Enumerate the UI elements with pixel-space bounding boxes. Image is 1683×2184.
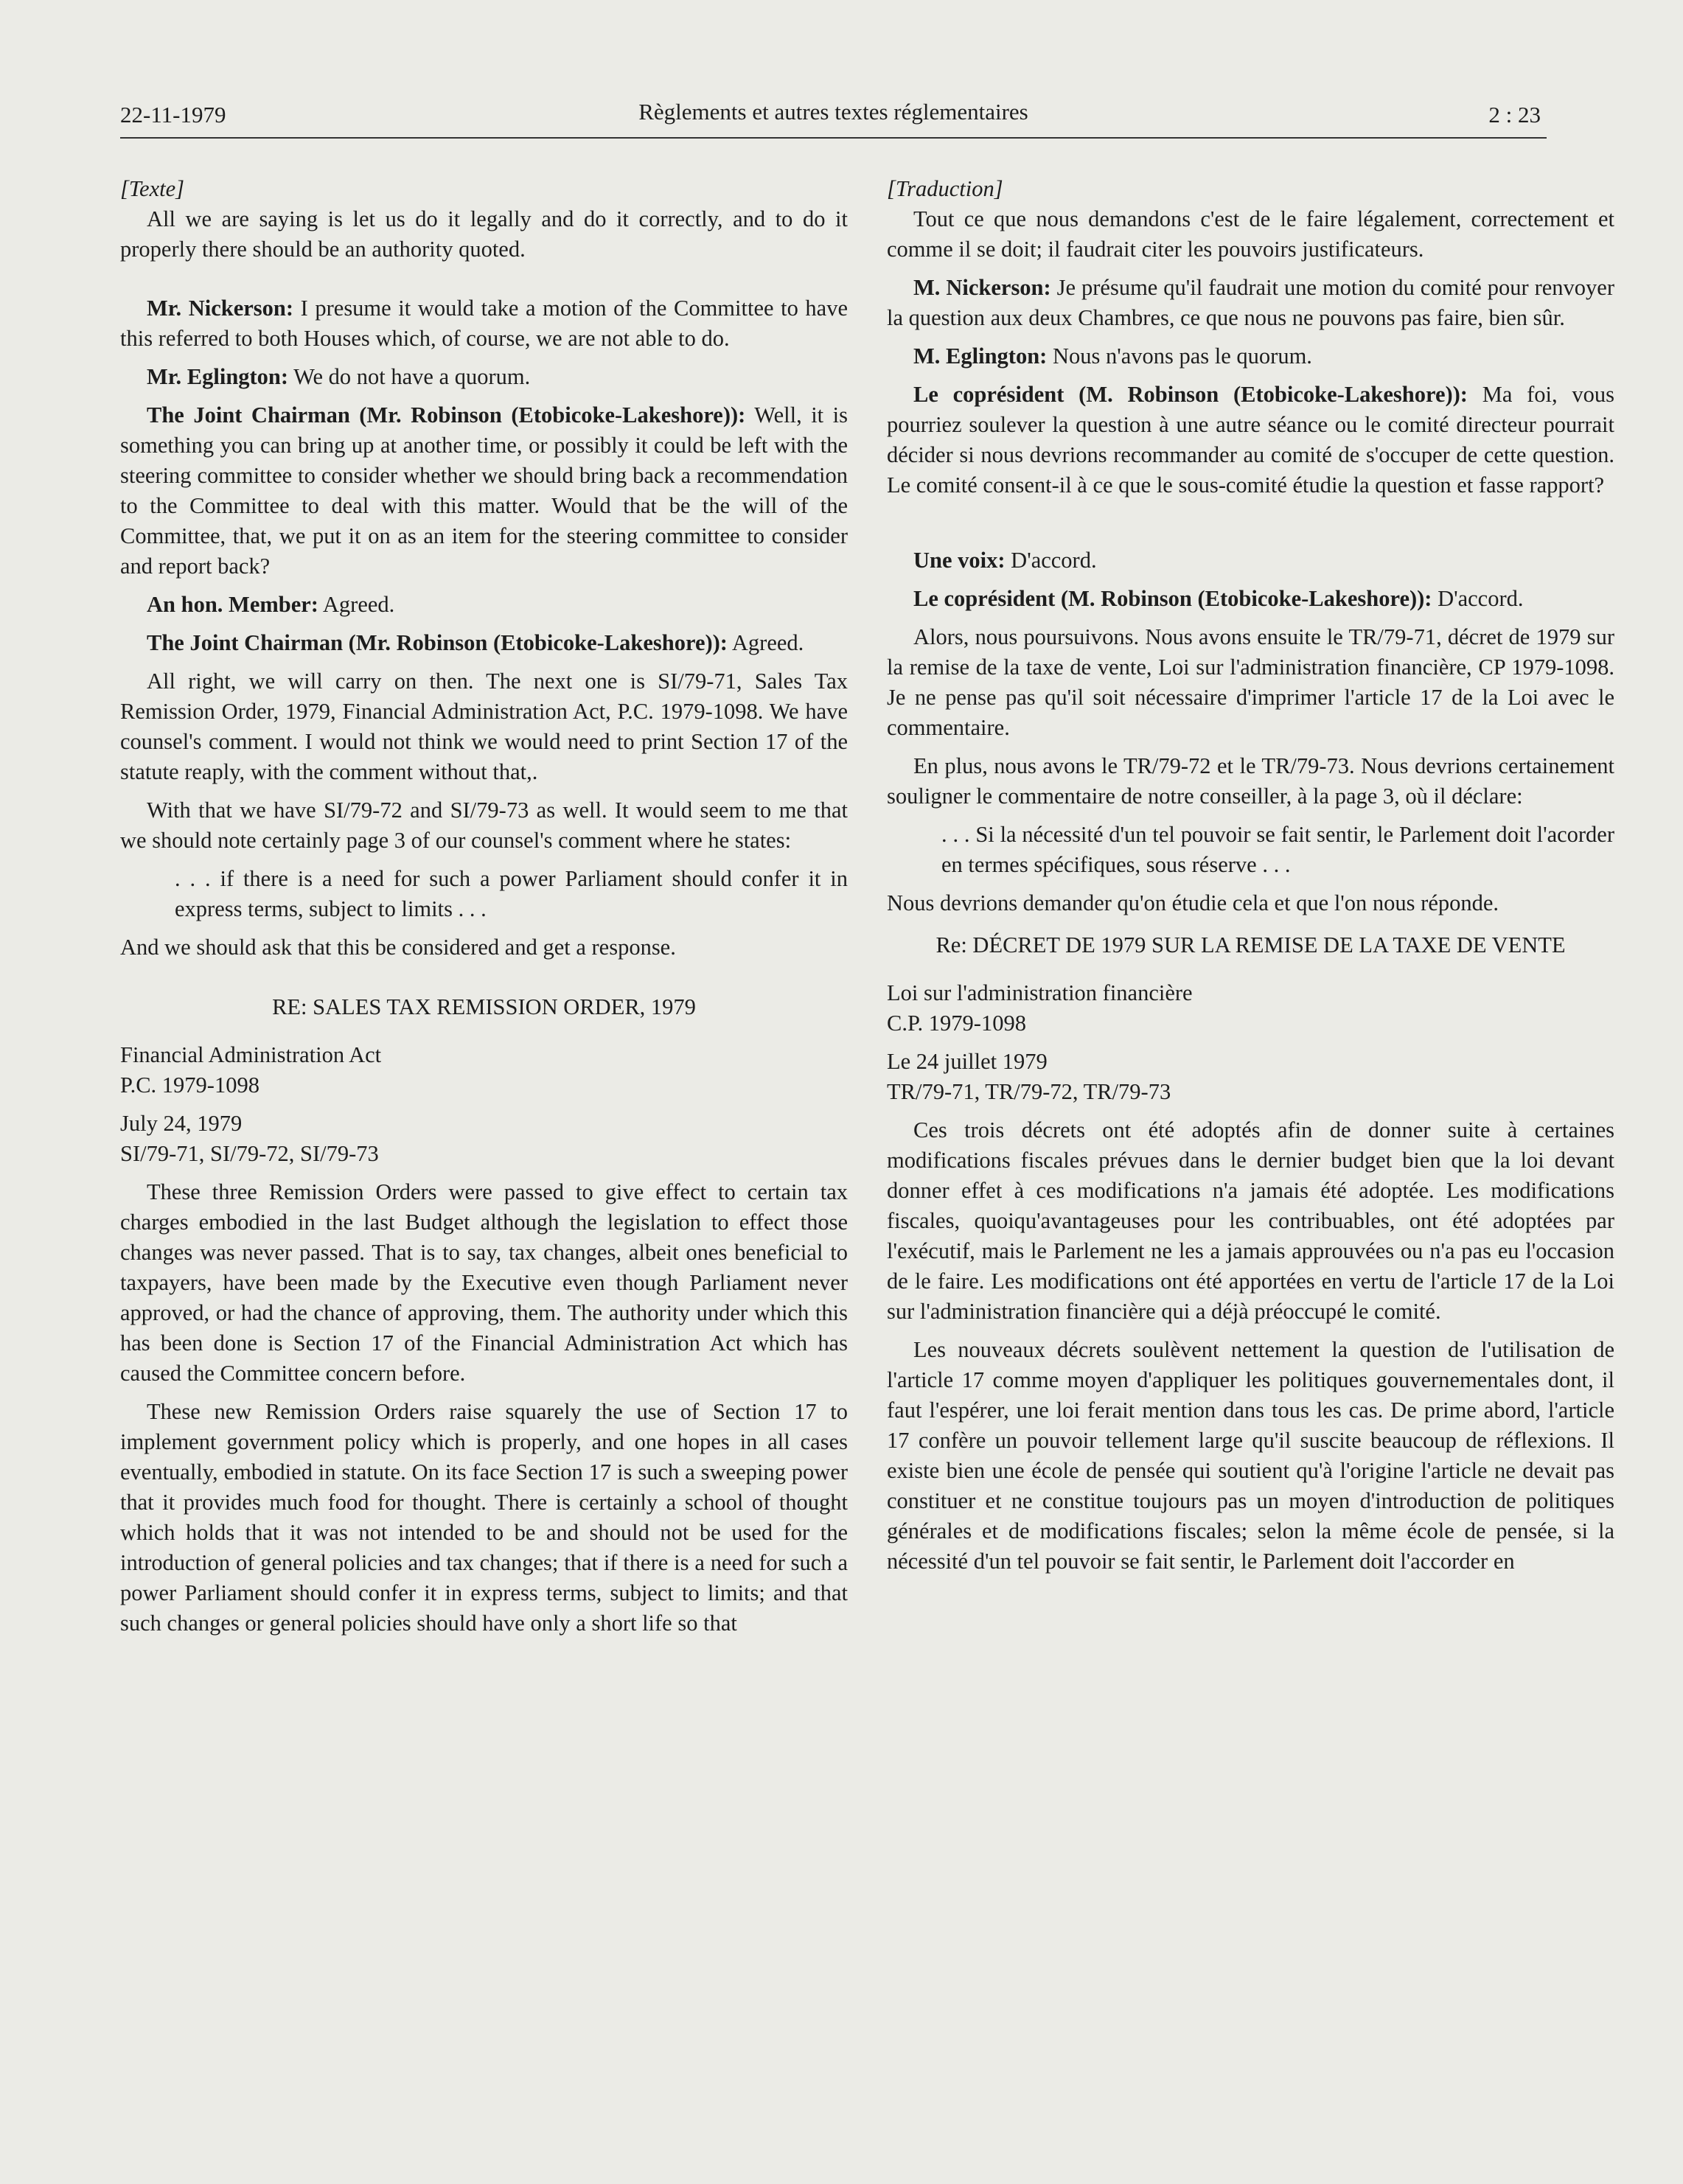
header-title: Règlements et autres textes réglementaires (638, 99, 1028, 125)
section-heading: RE: SALES TAX REMISSION ORDER, 1979 (272, 994, 696, 1019)
speech-nickerson (120, 293, 848, 354)
header-page-number: 2 : 23 (1488, 102, 1541, 128)
speech-text: D'accord. (1005, 548, 1097, 573)
paragraph: En plus, nous avons le TR/79-72 et le TR/79-73. Nous devrions certainement souligner le commentaire de notre conseiller, à la page 3, où il déclare: (887, 753, 1614, 809)
speaker-name: The Joint Chairman (Mr. Robinson (Etobicoke-Lakeshore)): (147, 402, 746, 428)
speech-text: Agreed. (727, 630, 804, 655)
speaker-name: Le coprésident (M. Robinson (Etobicoke-Lakeshore)): (913, 586, 1432, 611)
speech-chairman (887, 380, 1614, 500)
speaker-name: The Joint Chairman (Mr. Robinson (Etobicoke-Lakeshore)): (147, 630, 728, 655)
text-tag-label: Texte (128, 176, 176, 201)
speech-text: Agreed. (318, 592, 395, 617)
speech-chairman (120, 628, 848, 658)
speech-text: Well, it is something you can bring up at another time, or possibly it could be left with the steering committee to consider whether we should bring back a recommendation to the Committee to deal with this matter. Would that be the will of the Committee, that, we put it on as an item for the steering committee to consider and report back? (120, 402, 848, 579)
meta-refs: TR/79-71, TR/79-72, TR/79-73 (887, 1079, 1171, 1104)
paragraph: All we are saying is let us do it legally and do it correctly, and to do it properly there should be an authority quoted. (120, 206, 848, 262)
paragraph: Tout ce que nous demandons c'est de le faire légalement, correctement et comme il se doit; il faudrait citer les pouvoirs justificateurs. (887, 206, 1614, 262)
block-quote: . . . Si la nécessité d'un tel pouvoir se fait sentir, le Parlement doit l'acorder en termes spécifiques, sous réserve . . . (941, 822, 1614, 877)
speech-text: Nous n'avons pas le quorum. (1047, 343, 1312, 369)
speech-text: Je présume qu'il faudrait une motion du comité pour renvoyer la question aux deux Chambres, ce que nous ne pouvons pas faire, bien sûr. (887, 275, 1614, 330)
meta-refs: SI/79-71, SI/79-72, SI/79-73 (120, 1141, 379, 1166)
speaker-name: Mr. Nickerson: (147, 296, 294, 321)
meta-date: July 24, 1979 (120, 1111, 243, 1136)
speech-text: D'accord. (1432, 586, 1524, 611)
paragraph: Les nouveaux décrets soulèvent nettement la question de l'utilisation de l'article 17 comme moyen d'appliquer les politiques gouvernementales dont, il faut l'espérer, une loi ferait mention dans tous les cas. De prime abord, l'article 17 confère un pouvoir tellement large qu'il suscite beaucoup de réflexions. Il existe bien une école de pensée qui soutient qu'à l'origine l'article ne devait pas constituer et ne constitue toujours pas un moyen d'introduction de politiques générales et de modifications fiscales; selon la même école de pensée, si la nécessité d'un tel pouvoir se fait sentir, le Parlement doit l'accorder en (887, 1337, 1614, 1574)
french-column (887, 174, 1614, 1585)
speaker-name: M. Eglington: (913, 343, 1048, 369)
block-quote: . . . if there is a need for such a power Parliament should confer it in express terms, subject to limits . . . (175, 866, 848, 921)
meta-pc: C.P. 1979-1098 (887, 1011, 1026, 1036)
section-heading: Re: DÉCRET DE 1979 SUR LA REMISE DE LA TAXE DE VENTE (935, 932, 1566, 957)
paragraph: With that we have SI/79-72 and SI/79-73 as well. It would seem to me that we should note certainly page 3 of our counsel's comment where he states: (120, 798, 848, 853)
meta-date: Le 24 juillet 1979 (887, 1049, 1048, 1074)
speech-text: Ma foi, vous pourriez soulever la question à une autre séance ou le comité directeur pourrait décider si nous devrions recommander au comité de s'occuper de cette question. Le comité consent-il à ce que le sous-comité étudie la question et fasse rapport? (887, 382, 1614, 498)
english-column (120, 174, 848, 1647)
speech-nickerson (887, 273, 1614, 333)
page-header (120, 96, 1547, 139)
translation-tag: [Traduction] (887, 176, 1003, 201)
speech-chairman (120, 400, 848, 582)
paragraph: Alors, nous poursuivons. Nous avons ensuite le TR/79-71, décret de 1979 sur la remise de la taxe de vente, Loi sur l'administration financière, CP 1979-1098. Je ne pense pas qu'il soit nécessaire d'imprimer l'article 17 de la Loi avec le commentaire. (887, 624, 1614, 740)
text-tag: [Texte] (120, 176, 184, 201)
meta-pc: P.C. 1979-1098 (120, 1072, 259, 1098)
speech-eglington (120, 362, 848, 392)
speaker-name: An hon. Member: (147, 592, 318, 617)
paragraph: These three Remission Orders were passed to give effect to certain tax charges embodied in the last Budget although the legislation to effect those changes was never passed. That is to say, tax changes, albeit ones beneficial to taxpayers, have been made by the Executive even though Parliament never approved, or had the chance of approving, them. The authority under which this has been done is Section 17 of the Financial Administration Act which has caused the Committee concern before. (120, 1179, 848, 1386)
speech-member (887, 545, 1614, 576)
header-date: 22-11-1979 (120, 102, 226, 128)
paragraph: All right, we will carry on then. The next one is SI/79-71, Sales Tax Remission Order, 1979, Financial Administration Act, P.C. 1979-1098. We have counsel's comment. I would not think we would need to print Section 17 of the statute reaply, with the comment without that,. (120, 669, 848, 784)
speaker-name: M. Nickerson: (913, 275, 1051, 300)
paragraph: Nous devrions demander qu'on étudie cela et que l'on nous réponde. (887, 890, 1499, 915)
speech-chairman (887, 584, 1614, 614)
translation-tag-label: Traduction (895, 176, 994, 201)
meta-act: Loi sur l'administration financière (887, 980, 1193, 1005)
speaker-name: Une voix: (913, 548, 1006, 573)
paragraph: Ces trois décrets ont été adoptés afin de donner suite à certaines modifications fiscales prévues dans le dernier budget bien que la loi devant donner effet à ces modifications n'a jamais été adoptée. Les modifications fiscales, quoiqu'avantageuses pour les contribuables, ont été adoptées par l'exécutif, mais le Parlement ne les a jamais approuvées ou n'a pas eu l'occasion de le faire. Les modifications ont été apportées en vertu de l'article 17 de la Loi sur l'administration financière qui a déjà préoccupé le comité. (887, 1117, 1614, 1324)
paragraph: These new Remission Orders raise squarely the use of Section 17 to implement government policy which is properly, and one hopes in all cases eventually, embodied in statute. On its face Section 17 is such a sweeping power that it provides much food for thought. There is certainly a school of thought which holds that it was not intended to be and should not be used for the introduction of general policies and tax changes; that if there is a need for such a power Parliament should confer it in express terms, subject to limits; and that such changes or general policies should have only a short life so that (120, 1399, 848, 1636)
paragraph: And we should ask that this be considered and get a response. (120, 935, 676, 960)
speech-member (120, 590, 848, 620)
speech-text: We do not have a quorum. (288, 364, 531, 389)
speaker-name: Le coprésident (M. Robinson (Etobicoke-Lakeshore)): (913, 382, 1468, 407)
meta-act: Financial Administration Act (120, 1042, 382, 1067)
speaker-name: Mr. Eglington: (147, 364, 289, 389)
speech-eglington (887, 341, 1614, 371)
speech-text: I presume it would take a motion of the Committee to have this referred to both Houses which, of course, we are not able to do. (120, 296, 848, 351)
